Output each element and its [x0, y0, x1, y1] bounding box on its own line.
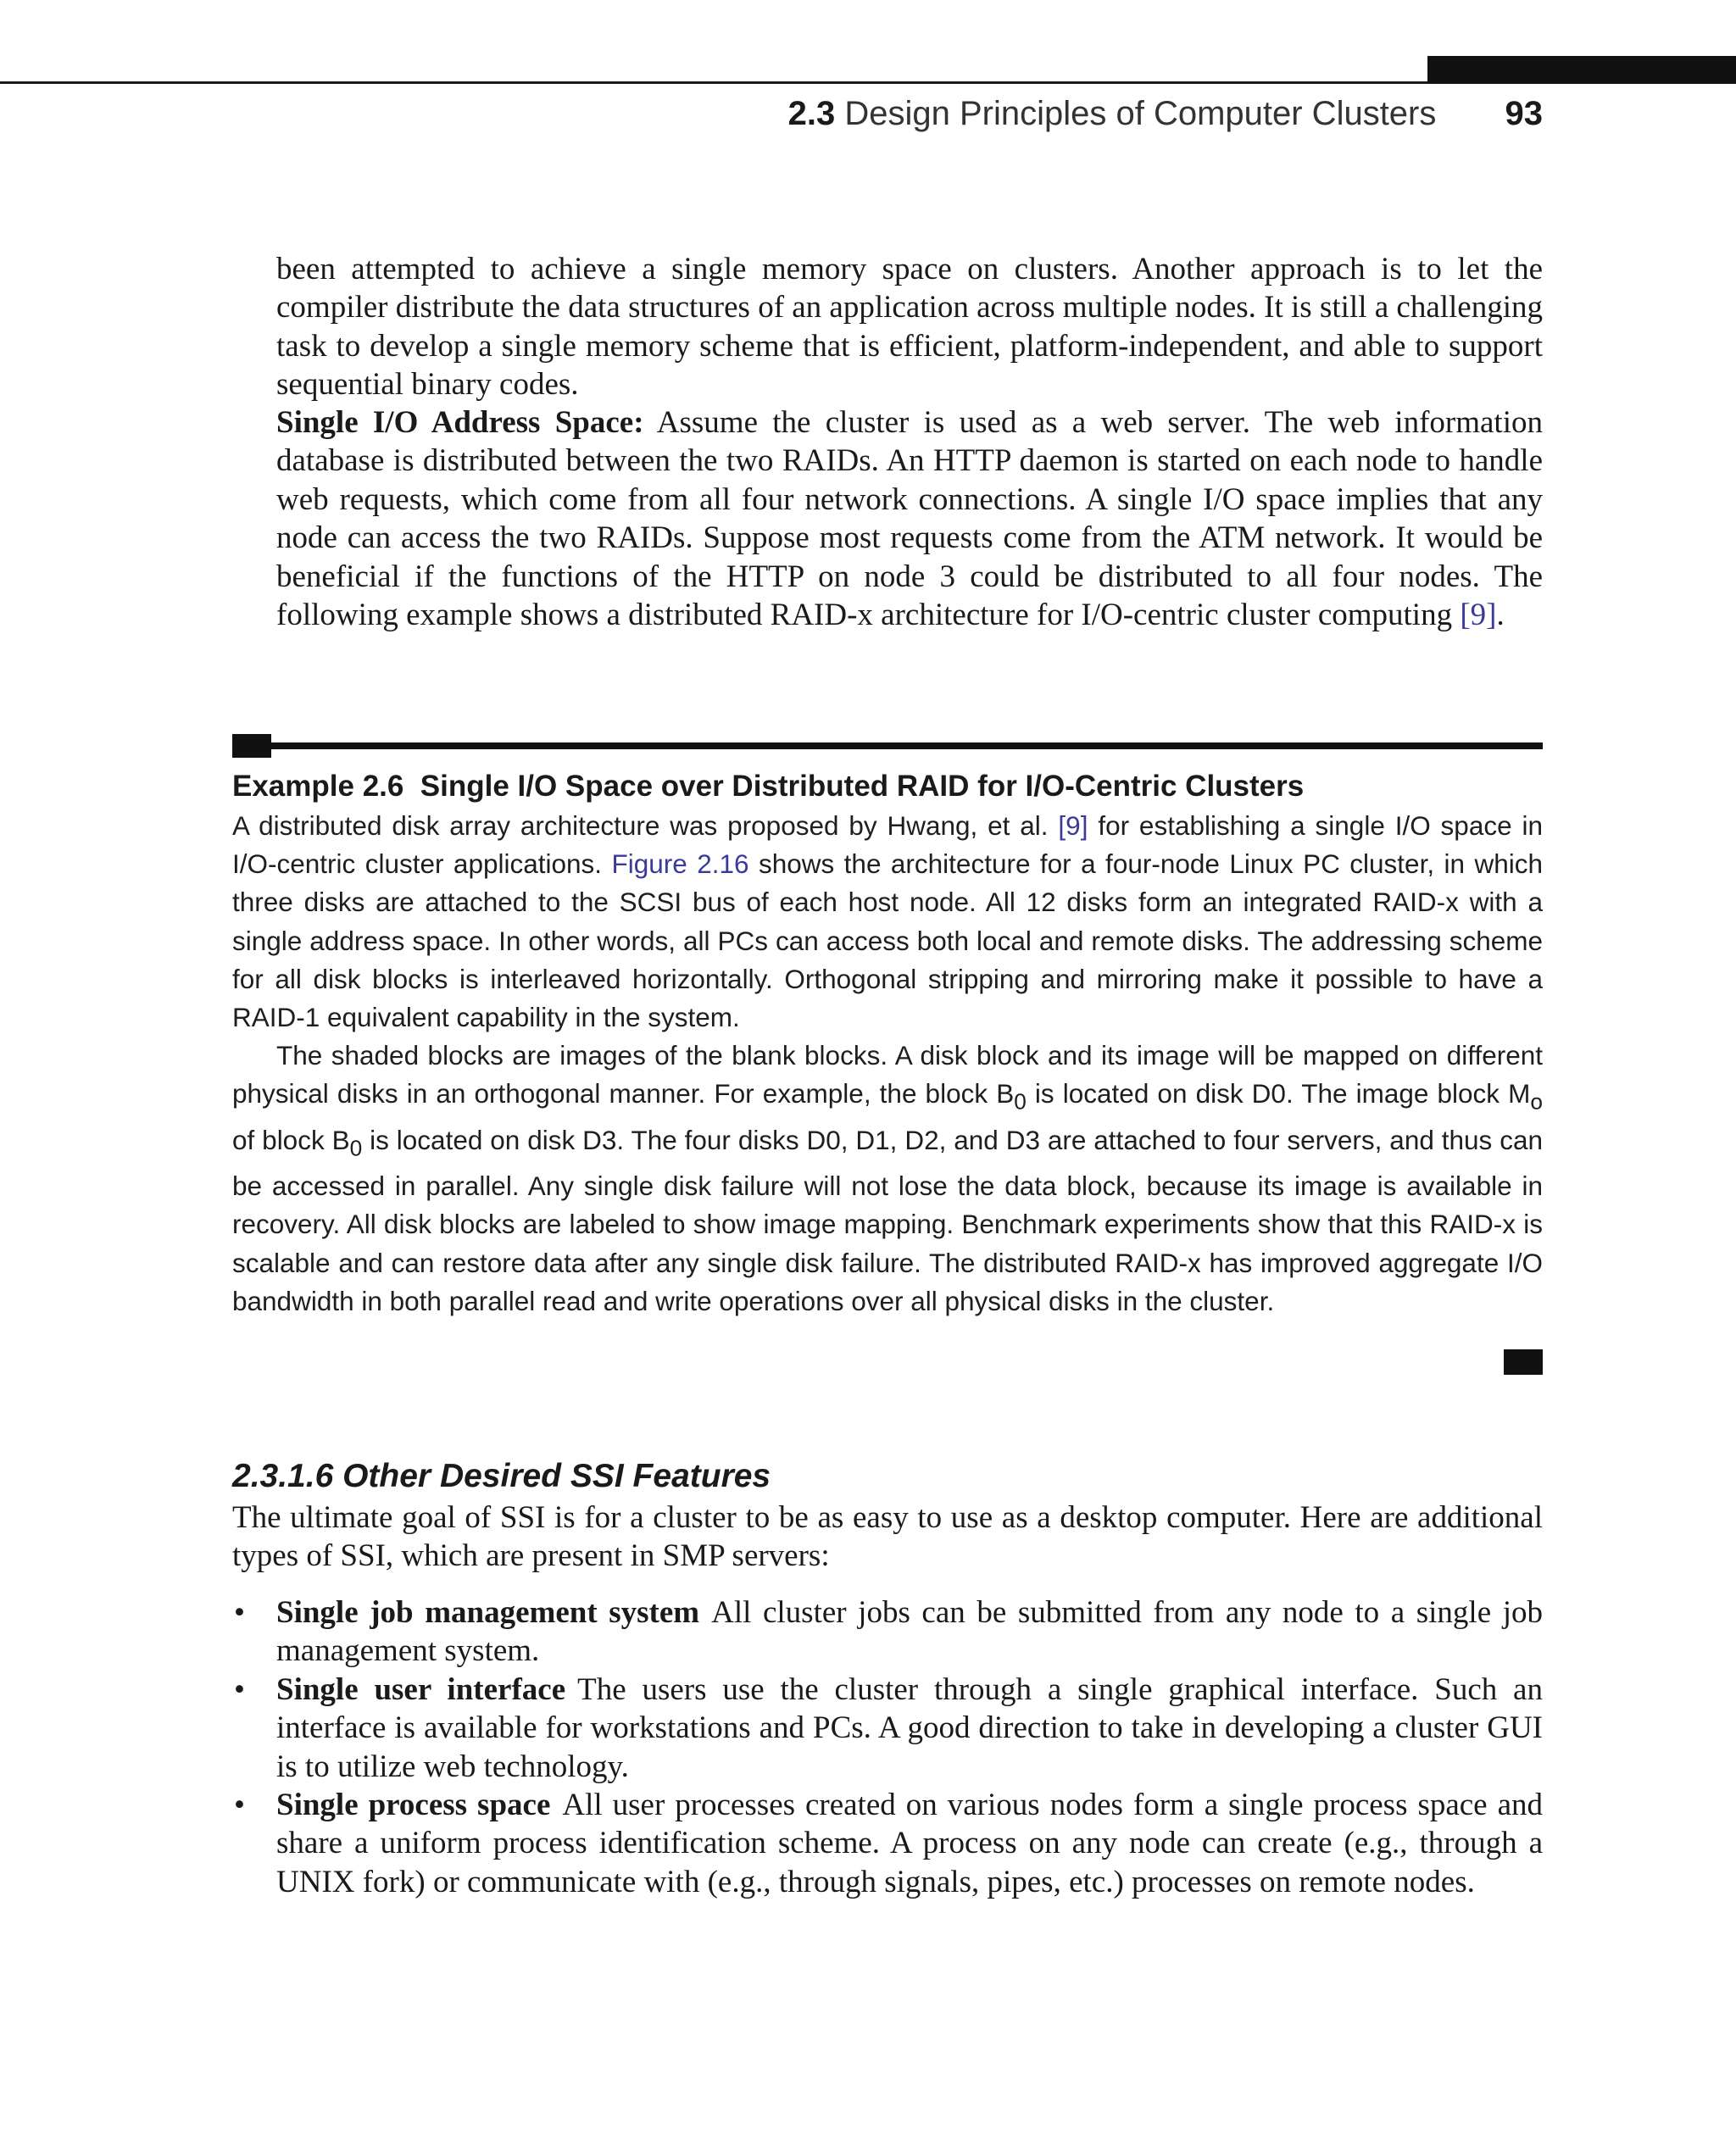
- page-number: 93: [1505, 95, 1543, 132]
- feature-term: Single user interface: [276, 1671, 566, 1707]
- body-paragraph-2: Single I/O Address Space: Assume the cluster is used as a web server. The web information database is distributed between the two RAIDs. An HTTP daemon is started on each node to handle web requests, which come from all four network connections. A single I/O space implies that any node can access the two RAIDs. Suppose most requests come from the ATM network. It would be beneficial if the functions of the HTTP on node 3 could be distributed to all four nodes. The following example shows a distributed RAID-x architecture for I/O-centric cluster computing [9].: [276, 405, 1543, 633]
- example-paragraph-1: A distributed disk array architecture was proposed by Hwang, et al. [9] for establishing a single I/O space in I/O-centric cluster applications. Figure 2.16 shows the architecture for a four-node Linux PC cluster, in which three disks are attached to the SCSI bus of each host node. All 12 disks form an integrated RAID-x with a single address space. In other words, all PCs can access both local and remote disks. The addressing scheme for all disk blocks is interleaved horizontally. Orthogonal stripping and mirroring make it possible to have a RAID-1 equivalent capability in the system.: [232, 810, 1543, 1033]
- ssi-feature-list: [232, 1593, 1543, 1901]
- list-item: [232, 1786, 1543, 1901]
- bullet-icon: •: [234, 1595, 245, 1630]
- citation-link[interactable]: [9]: [1460, 598, 1497, 633]
- citation-link[interactable]: [9]: [1058, 810, 1088, 841]
- example-end-marker: [1504, 1349, 1543, 1375]
- header-corner-block: [1427, 56, 1736, 83]
- run-in-heading: Single I/O Address Space:: [276, 405, 644, 440]
- running-head: [788, 95, 1543, 133]
- example-label: Example 2.6: [232, 770, 404, 803]
- example-rule-tab: [232, 734, 271, 758]
- bullet-icon: •: [234, 1671, 245, 1707]
- feature-description: All cluster jobs can be submitted from any node to a single job management system.: [276, 1595, 1543, 1669]
- figure-link[interactable]: Figure 2.16: [611, 848, 749, 880]
- body-paragraph-1: been attempted to achieve a single memory space on clusters. Another approach is to let the compiler distribute the data structures of an application across multiple nodes. It is still a challenging task to develop a single memory scheme that is efficient, platform-independent, and able to support sequential binary codes.: [276, 252, 1544, 403]
- example-title: [232, 770, 1304, 804]
- list-item: [232, 1671, 1543, 1786]
- example-top-rule: [232, 742, 1543, 749]
- section-intro: The ultimate goal of SSI is for a cluster to be as easy to use as a desktop computer. Here are additional types of SSI, which are present in SMP servers:: [232, 1500, 1543, 1574]
- feature-term: Single process space: [276, 1788, 551, 1823]
- section-number: 2.3: [787, 95, 836, 132]
- bullet-icon: •: [234, 1788, 245, 1823]
- list-item: [232, 1593, 1543, 1671]
- section-title: Design Principles of Computer Clusters: [844, 95, 1437, 132]
- feature-term: Single job management system: [276, 1595, 700, 1630]
- example-heading: Single I/O Space over Distributed RAID for I/O-Centric Clusters: [420, 770, 1305, 803]
- feature-description: The users use the cluster through a single graphical interface. Such an interface is available for workstations and PCs. A good direction to take in developing a cluster GUI is to utilize web technology.: [276, 1671, 1543, 1784]
- feature-description: All user processes created on various nodes form a single process space and share a uniform process identification scheme. A process on any node can create (e.g., through a UNIX fork) or communicate with (e.g., through signals, pipes, etc.) processes on remote nodes.: [276, 1788, 1543, 1899]
- example-paragraph-2: The shaded blocks are images of the blank blocks. A disk block and its image will be mapped on different physical disks in an orthogonal manner. For example, the block $B_0$ is located on disk D0. The image block $M_o$ of block $B_0$ is located on disk D3. The four disks D0, D1, D2, and D3 are attached to four servers, and thus can be accessed in parallel. Any single disk failure will not lose the data block, because its image is available in recovery. All disk blocks are labeled to show image mapping. Benchmark experiments show that this RAID-x is scalable and can restore data after any single disk failure. The distributed RAID-x has improved aggregate I/O bandwidth in both parallel read and write operations over all physical disks in the cluster.: [232, 1040, 1543, 1316]
- section-heading: 2.3.1.6 Other Desired SSI Features: [232, 1458, 771, 1494]
